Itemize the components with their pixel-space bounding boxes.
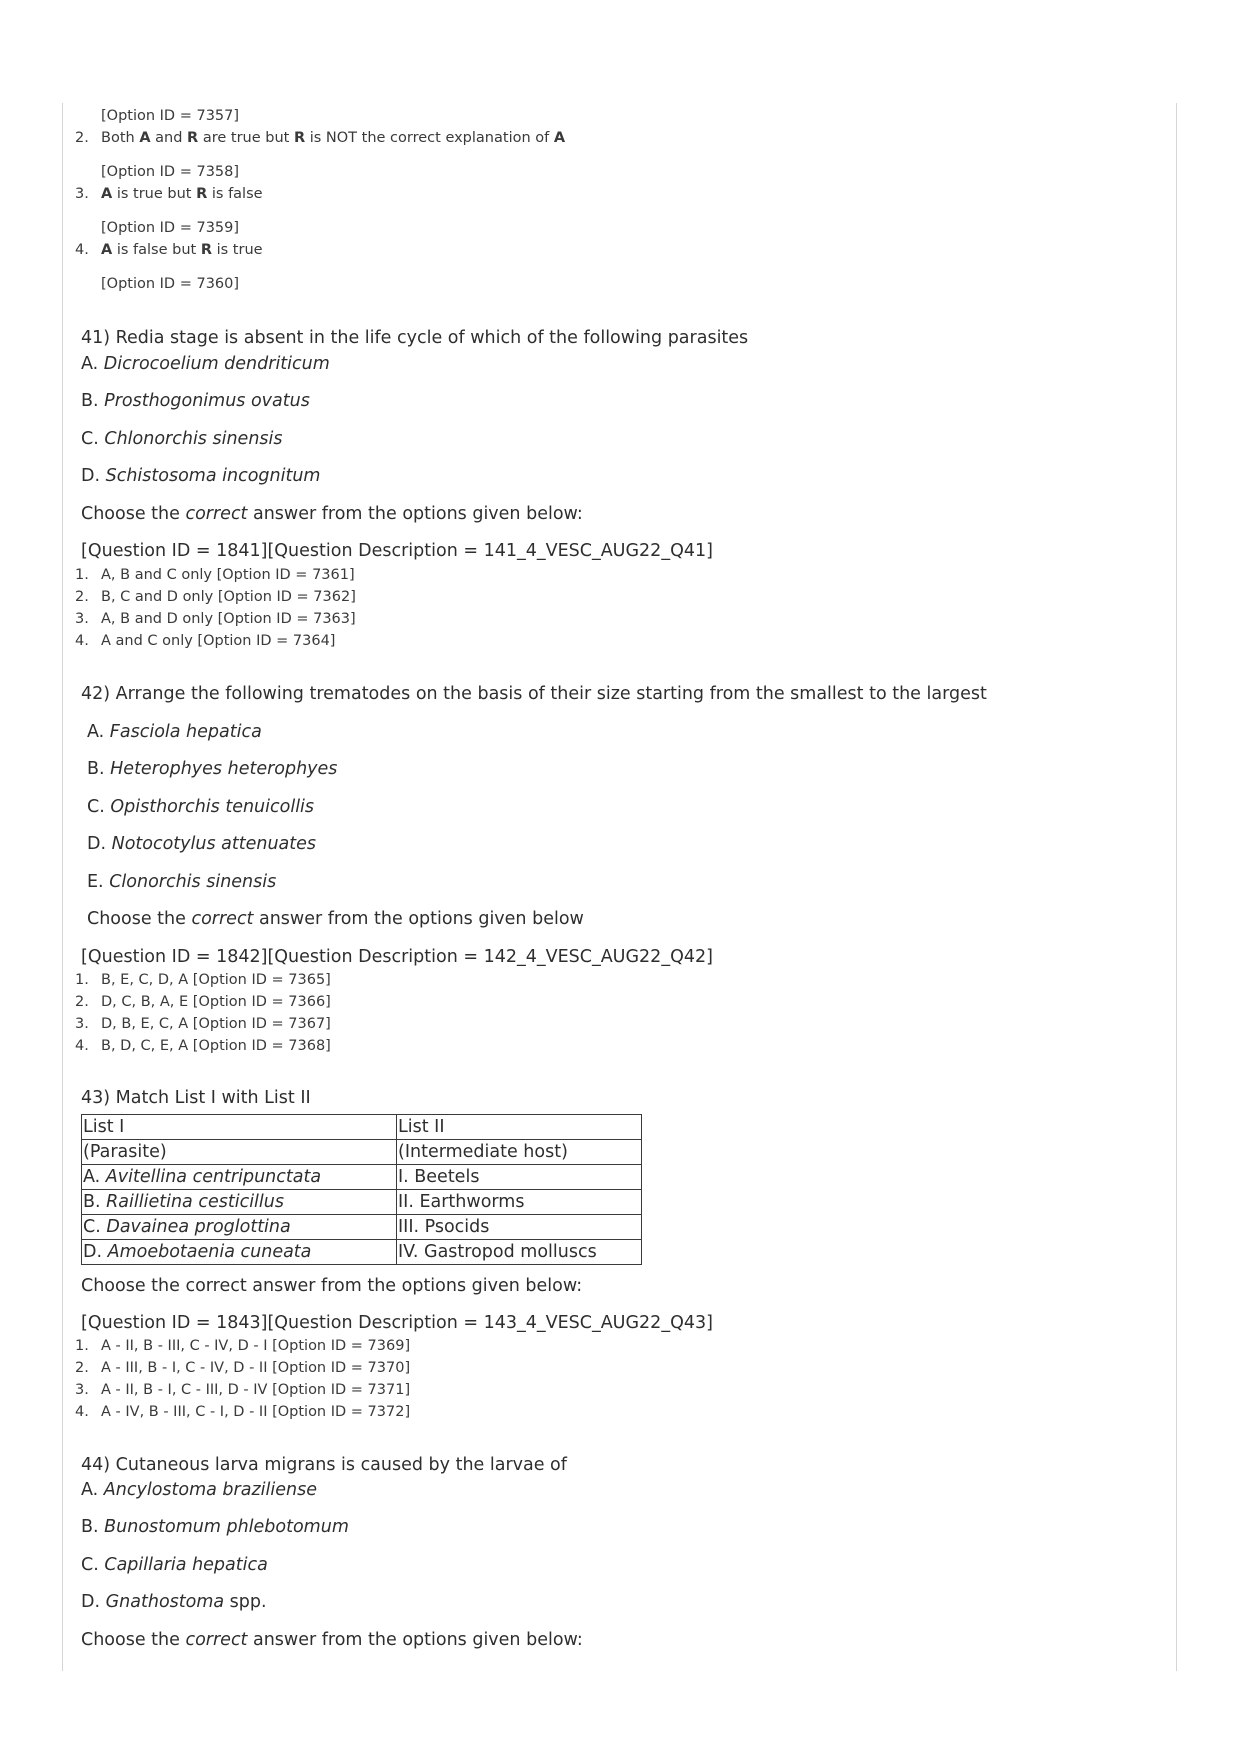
- table-header-cell: List II: [397, 1115, 642, 1140]
- option-number: 2.: [75, 1360, 89, 1376]
- choose-instruction: Choose the correct answer from the options given below:: [81, 1276, 583, 1296]
- option-number: 2.: [75, 130, 89, 146]
- table-cell: II. Earthworms: [397, 1190, 642, 1215]
- list-item: A. Ancylostoma braziliense: [81, 1480, 317, 1500]
- option-row: 4. A - IV, B - III, C - I, D - II [Option ID = 7372]: [75, 1404, 411, 1420]
- choose-instruction: Choose the correct answer from the options given below:: [81, 504, 583, 524]
- table-row: [82, 1190, 642, 1215]
- option-row: 3. A is true but R is false: [75, 186, 263, 202]
- option-id-line: [Option ID = 7360]: [101, 276, 240, 292]
- table-cell: C. Davainea proglottina: [82, 1215, 397, 1240]
- option-row: 4. B, D, C, E, A [Option ID = 7368]: [75, 1038, 331, 1054]
- option-row: 1. A, B and C only [Option ID = 7361]: [75, 567, 355, 583]
- option-row: 2. Both A and R are true but R is NOT the correct explanation of A: [75, 130, 566, 146]
- table-row: [82, 1165, 642, 1190]
- option-row: 4. A and C only [Option ID = 7364]: [75, 633, 336, 649]
- list-item: C. Chlonorchis sinensis: [81, 429, 283, 449]
- option-row: 3. A - II, B - I, C - III, D - IV [Option ID = 7371]: [75, 1382, 411, 1398]
- list-item: D. Schistosoma incognitum: [81, 466, 321, 486]
- option-row: 2. D, C, B, A, E [Option ID = 7366]: [75, 994, 331, 1010]
- option-row: 3. A, B and D only [Option ID = 7363]: [75, 611, 356, 627]
- option-number: 3.: [75, 1382, 89, 1398]
- table-cell: A. Avitellina centripunctata: [82, 1165, 397, 1190]
- option-number: 4.: [75, 633, 89, 649]
- table-row: [82, 1140, 642, 1165]
- table-cell: IV. Gastropod molluscs: [397, 1240, 642, 1265]
- option-number: 1.: [75, 567, 89, 583]
- option-number: 4.: [75, 1404, 89, 1420]
- question-id: [Question ID = 1842][Question Description = 142_4_VESC_AUG22_Q42]: [81, 947, 713, 967]
- table-cell: III. Psocids: [397, 1215, 642, 1240]
- table-cell: B. Raillietina cesticillus: [82, 1190, 397, 1215]
- option-number: 3.: [75, 186, 89, 202]
- list-item: A. Fasciola hepatica: [87, 722, 262, 742]
- table-cell: (Intermediate host): [397, 1140, 642, 1165]
- page-border-left: [62, 103, 63, 1671]
- option-number: 4.: [75, 242, 89, 258]
- list-item: C. Opisthorchis tenuicollis: [87, 797, 315, 817]
- list-item: B. Heterophyes heterophyes: [87, 759, 338, 779]
- question-heading: 43) Match List I with List II: [81, 1088, 311, 1108]
- option-number: 4.: [75, 1038, 89, 1054]
- question-heading: 42) Arrange the following trematodes on the basis of their size starting from the smallest to the largest: [81, 684, 987, 704]
- table-row: [82, 1215, 642, 1240]
- list-item: A. Dicrocoelium dendriticum: [81, 354, 330, 374]
- option-id-line: [Option ID = 7358]: [101, 164, 240, 180]
- table-cell: I. Beetels: [397, 1165, 642, 1190]
- list-item: D. Gnathostoma spp.: [81, 1592, 267, 1612]
- list-item: E. Clonorchis sinensis: [87, 872, 277, 892]
- table-cell: (Parasite): [82, 1140, 397, 1165]
- option-id-line: [Option ID = 7359]: [101, 220, 240, 236]
- option-row: 3. D, B, E, C, A [Option ID = 7367]: [75, 1016, 331, 1032]
- option-id-line: [Option ID = 7357]: [101, 108, 240, 124]
- option-row: 2. A - III, B - I, C - IV, D - II [Option ID = 7370]: [75, 1360, 411, 1376]
- table-header-row: [82, 1115, 642, 1140]
- option-number: 2.: [75, 994, 89, 1010]
- option-number: 3.: [75, 1016, 89, 1032]
- choose-instruction: Choose the correct answer from the options given below:: [81, 1630, 583, 1650]
- table-row: [82, 1240, 642, 1265]
- option-row: 1. B, E, C, D, A [Option ID = 7365]: [75, 972, 331, 988]
- option-row: 4. A is false but R is true: [75, 242, 263, 258]
- option-number: 2.: [75, 589, 89, 605]
- option-row: 1. A - II, B - III, C - IV, D - I [Option ID = 7369]: [75, 1338, 411, 1354]
- list-item: D. Notocotylus attenuates: [87, 834, 317, 854]
- list-item: C. Capillaria hepatica: [81, 1555, 268, 1575]
- list-item: B. Bunostomum phlebotomum: [81, 1517, 349, 1537]
- question-heading: 41) Redia stage is absent in the life cycle of which of the following parasites: [81, 328, 749, 348]
- question-id: [Question ID = 1843][Question Description = 143_4_VESC_AUG22_Q43]: [81, 1313, 713, 1333]
- page-border-right: [1176, 103, 1177, 1671]
- question-heading: 44) Cutaneous larva migrans is caused by the larvae of: [81, 1455, 567, 1475]
- table-header-cell: List I: [82, 1115, 397, 1140]
- option-number: 3.: [75, 611, 89, 627]
- question-id: [Question ID = 1841][Question Description = 141_4_VESC_AUG22_Q41]: [81, 541, 713, 561]
- table-cell: D. Amoebotaenia cuneata: [82, 1240, 397, 1265]
- match-table: [81, 1114, 642, 1265]
- option-row: 2. B, C and D only [Option ID = 7362]: [75, 589, 356, 605]
- list-item: B. Prosthogonimus ovatus: [81, 391, 310, 411]
- option-number: 1.: [75, 972, 89, 988]
- option-number: 1.: [75, 1338, 89, 1354]
- choose-instruction: Choose the correct answer from the options given below: [87, 909, 584, 929]
